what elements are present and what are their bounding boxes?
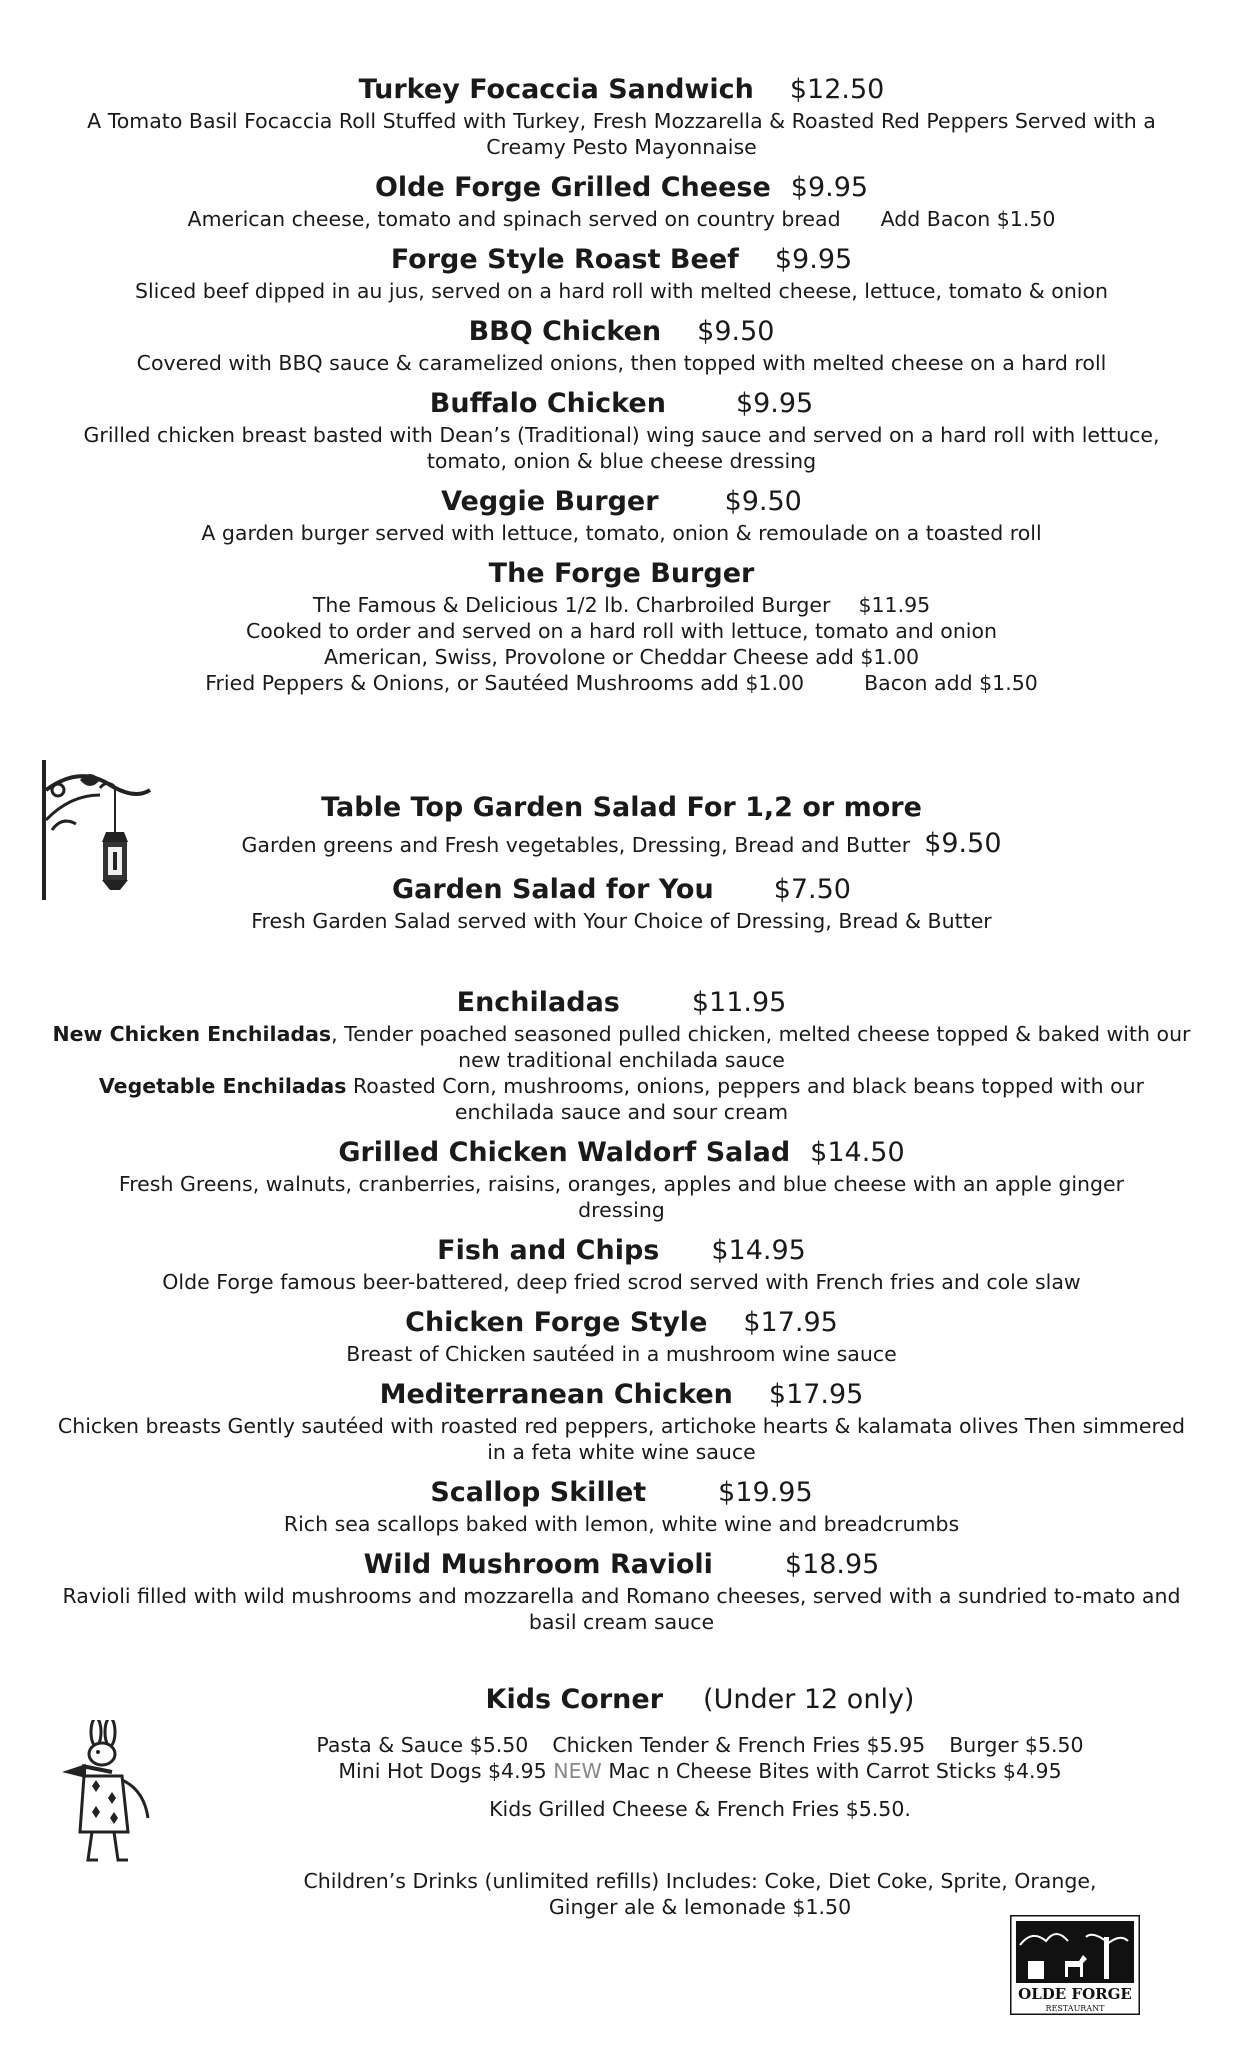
item-price: $9.50: [697, 316, 775, 347]
menu-item: [40, 1377, 1203, 1465]
menu-item: [40, 242, 1203, 304]
item-price: $9.95: [735, 388, 814, 419]
item-name: Veggie Burger: [441, 486, 659, 517]
item-name: Scallop Skillet: [430, 1477, 647, 1508]
item-price: $14.50: [810, 1137, 905, 1168]
item-description: Fresh Garden Salad served with Your Choice of Dressing, Bread & Butter: [251, 909, 992, 933]
item-price: $11.95: [858, 593, 931, 617]
menu-item: [40, 1547, 1203, 1635]
kids-drinks: Children’s Drinks (unlimited refills) Includes: Coke, Diet Coke, Sprite, Orange, Ginger ale & lemonade $1.50: [303, 1869, 1097, 1919]
kids-item: Kids Grilled Cheese & French Fries $5.50.: [489, 1797, 911, 1821]
item-description: Ravioli filled with wild mushrooms and mozzarella and Romano cheeses, served with a sundried to-mato and basil cream sauce: [62, 1584, 1181, 1634]
kids-item: Mini Hot Dogs $4.95: [338, 1759, 547, 1783]
menu-item: [40, 386, 1203, 474]
item-name: Chicken Forge Style: [405, 1307, 708, 1338]
item-price: $9.95: [774, 244, 853, 275]
item-name: Garden Salad for You: [392, 874, 714, 905]
menu-item: [40, 1305, 1203, 1367]
item-price: $17.95: [768, 1379, 864, 1410]
menu-item: [40, 790, 1203, 862]
white-rabbit-icon: [52, 1720, 164, 1870]
item-price: $12.50: [789, 74, 885, 105]
menu-item: [40, 170, 1203, 232]
item-addon: Bacon add $1.50: [864, 671, 1038, 695]
item-description: Rich sea scallops baked with lemon, white wine and breadcrumbs: [283, 1512, 960, 1536]
item-name: Forge Style Roast Beef: [390, 244, 739, 275]
olde-forge-logo-icon: [1010, 1915, 1140, 2015]
kids-item: Chicken Tender & French Fries $5.95: [552, 1733, 926, 1757]
burger-line: Fried Peppers & Onions, or Sautéed Mushrooms add $1.00: [205, 671, 805, 695]
item-description: Grilled chicken breast basted with Dean’s (Traditional) wing sauce and served on a hard roll with lettuce, tomato, onion & blue cheese dressing: [83, 423, 1160, 473]
menu-item: [40, 314, 1203, 376]
menu-item: [40, 1233, 1203, 1295]
menu-item: [40, 1135, 1203, 1223]
item-subheading: Vegetable Enchiladas: [98, 1074, 347, 1098]
entree-section: [40, 985, 1203, 1645]
item-price: $19.95: [718, 1477, 813, 1508]
kids-title: Kids Corner: [485, 1684, 664, 1715]
item-description: Covered with BBQ sauce & caramelized onions, then topped with melted cheese on a hard roll: [136, 351, 1107, 375]
kids-item: Pasta & Sauce $5.50: [316, 1733, 529, 1757]
item-name: Wild Mushroom Ravioli: [363, 1549, 713, 1580]
item-name: Grilled Chicken Waldorf Salad: [338, 1137, 791, 1168]
item-name: Turkey Focaccia Sandwich: [358, 74, 754, 105]
burger-line: American, Swiss, Provolone or Cheddar Cheese add $1.00: [323, 645, 920, 669]
item-description: American cheese, tomato and spinach served on country bread: [187, 207, 841, 231]
menu-item: [40, 72, 1203, 160]
item-description: Olde Forge famous beer-battered, deep fried scrod served with French fries and cole slaw: [162, 1270, 1081, 1294]
menu-item: [40, 872, 1203, 934]
item-description: Fresh Greens, walnuts, cranberries, raisins, oranges, apples and blue cheese with an apple ginger dressing: [118, 1172, 1125, 1222]
item-name: Olde Forge Grilled Cheese: [374, 172, 771, 203]
item-name: Enchiladas: [456, 987, 620, 1018]
item-name: Mediterranean Chicken: [379, 1379, 733, 1410]
item-name: The Forge Burger: [488, 558, 755, 589]
item-addon: Add Bacon $1.50: [880, 207, 1056, 231]
menu-item: [40, 985, 1203, 1125]
menu-item: [40, 1475, 1203, 1537]
kids-item: Burger $5.50: [949, 1733, 1084, 1757]
item-description: Garden greens and Fresh vegetables, Dressing, Bread and Butter: [241, 833, 911, 857]
item-description: Chicken breasts Gently sautéed with roasted red peppers, artichoke hearts & kalamata olives Then simmered in a feta white wine sauce: [57, 1414, 1186, 1464]
menu-item: [40, 484, 1203, 546]
item-name: Buffalo Chicken: [429, 388, 666, 419]
item-price: $14.95: [711, 1235, 806, 1266]
new-badge: NEW: [553, 1759, 602, 1783]
item-description: A Tomato Basil Focaccia Roll Stuffed with Turkey, Fresh Mozzarella & Roasted Red Peppers Served with a Creamy Pesto Mayonnaise: [87, 109, 1156, 159]
item-price: $9.95: [790, 172, 869, 203]
kids-item: Mac n Cheese Bites with Carrot Sticks $4.95: [608, 1759, 1062, 1783]
kids-section: [200, 1682, 1200, 1920]
salad-section: [40, 790, 1203, 944]
item-description: A garden burger served with lettuce, tomato, onion & remoulade on a toasted roll: [201, 521, 1042, 545]
sandwich-section: [40, 72, 1203, 706]
item-description: Sliced beef dipped in au jus, served on a hard roll with melted cheese, lettuce, tomato & onion: [134, 279, 1109, 303]
item-description: Roasted Corn, mushrooms, onions, peppers and black beans topped with our enchilada sauce and sour cream: [346, 1074, 1145, 1124]
item-description: , Tender poached seasoned pulled chicken, melted cheese topped & baked with our new traditional enchilada sauce: [331, 1022, 1191, 1072]
burger-line: The Famous & Delicious 1/2 lb. Charbroiled Burger: [312, 593, 831, 617]
item-description: Breast of Chicken sautéed in a mushroom wine sauce: [346, 1342, 897, 1366]
olde-forge-logo: [1010, 1915, 1140, 2015]
item-name: Table Top Garden Salad For 1,2 or more: [321, 792, 922, 823]
item-price: $9.50: [724, 486, 802, 517]
item-name: Fish and Chips: [437, 1235, 660, 1266]
item-price: $11.95: [691, 987, 787, 1018]
logo-subtitle: RESTAURANT: [1045, 2004, 1105, 2013]
item-subheading: New Chicken Enchiladas: [52, 1022, 332, 1046]
logo-name: OLDE FORGE: [1018, 1985, 1132, 2003]
burger-line: Cooked to order and served on a hard roll with lettuce, tomato and onion: [245, 619, 998, 643]
item-price: $17.95: [743, 1307, 838, 1338]
kids-note: (Under 12 only): [703, 1684, 915, 1715]
item-price: $7.50: [773, 874, 851, 905]
item-price: $18.95: [784, 1549, 880, 1580]
item-price: $9.50: [924, 828, 1002, 859]
item-name: BBQ Chicken: [468, 316, 662, 347]
burger-item: [40, 556, 1203, 696]
